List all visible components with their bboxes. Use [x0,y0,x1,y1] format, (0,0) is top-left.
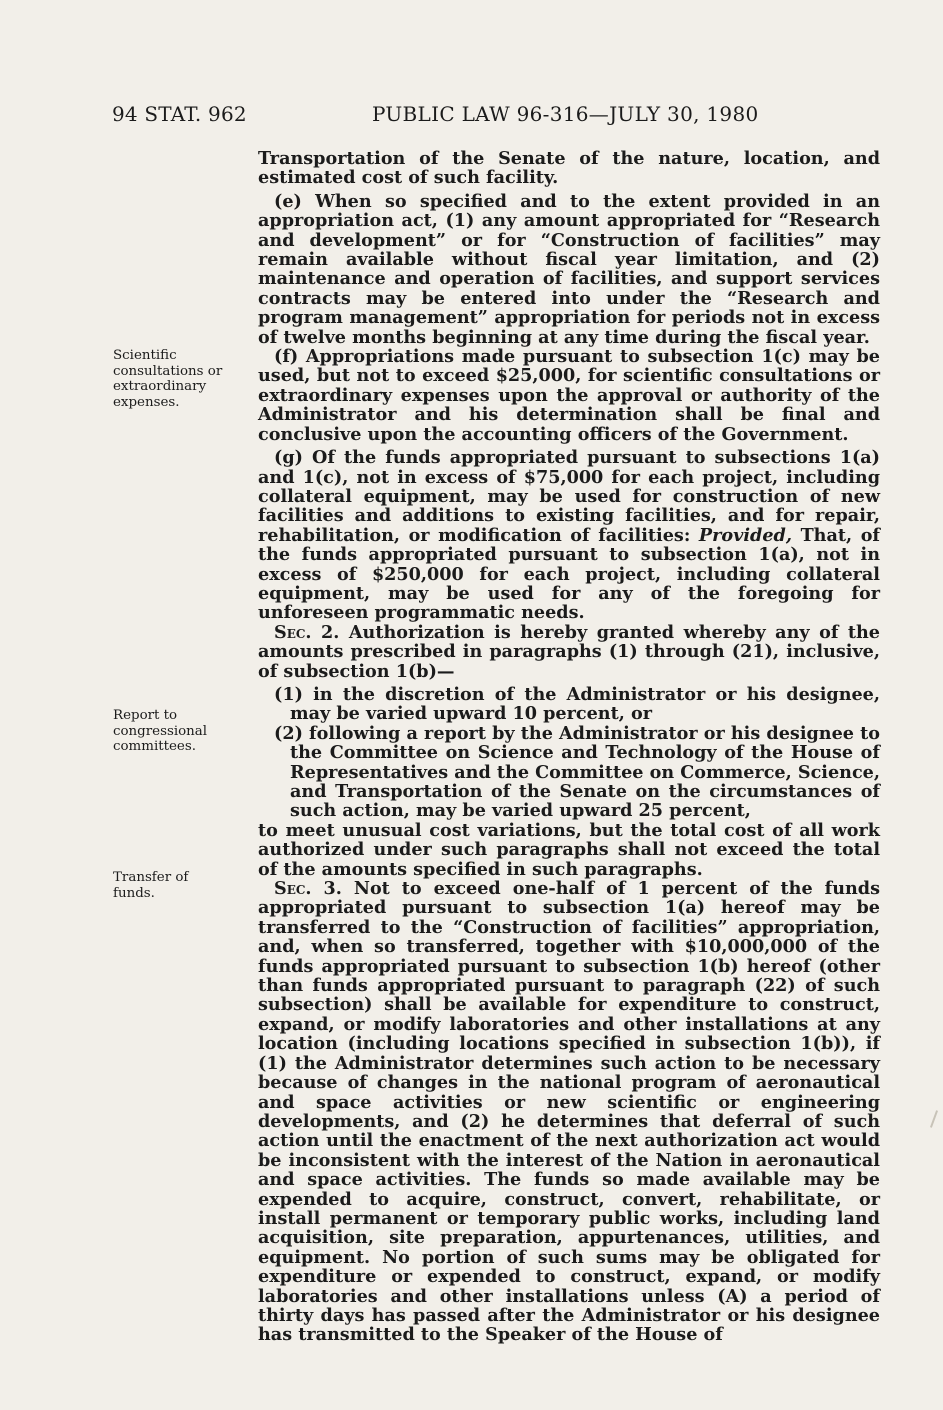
section-2-item-2: (2) following a report by the Administrator or his designee to the Committee on Science and Technology of the House of Representatives and the Committee on Commerce, Science, and Transportation of the Senate on the circumstances of such action, may be varied upward 25 percent, [274,722,880,822]
section-3-text: 3. Not to exceed one-half of 1 percent of the funds appropriated pursuant to subsection 1(a) hereof may be transferred to the “Construction of facilities” appropriation, and, when so transferred, together with $10,000,000 of the funds appropriated pursuant to subsection 1(b) hereof (other than funds appropriated pursuant to paragraph (22) of such subsection) shall be available for expenditure to construct, expand, or modify laboratories and other installations at any location (including locations specified in subsection 1(b)), if (1) the Administrator determines such action to be necessary because of changes in the national program of aeronautical and space activities or new scientific or engineering developments, and (2) he determines that deferral of such action until the enactment of the next authorization act would be inconsistent with the interest of the Nation in aeronautical and space activities. The funds so made available may be expended to acquire, construct, convert, rehabilitate, or install permanent or temporary public works, including land acquisition, site preparation, appurtenances, utilities, and equipment. No portion of such sums may be obligated for expenditure or expended to construct, expand, or modify laboratories and other installations unless (A) a period of thirty days has passed after the Administrator or his designee has transmitted to the Speaker of the House of [258,878,880,1346]
section-2-tail: to meet unusual cost variations, but the total cost of all work authorized under such paragraphs shall not exceed the total of the amounts specified in such paragraphs. [258,819,880,880]
margin-note-line: Transfer of [113,870,189,885]
section-2-text: 2. Authorization is hereby granted whereby any of the amounts prescribed in paragraphs (1) through (21), inclusive, of subsection 1(b)— [258,621,880,682]
paragraph-e: (e) When so specified and to the extent provided in an appropriation act, (1) any amount appropriated for “Research and development” or for “Construction of facilities” may remain available without fiscal year limitation, and (2) maintenance and operation of facilities, and support services contracts may be entered into under the “Research and program management” appropriation for periods not in excess of twelve months beginning at any time during the fiscal year. [258,190,880,348]
page-header [112,102,762,128]
provided-word: Provided, [698,524,792,546]
margin-note-line: extraordinary [113,379,207,395]
margin-note-transfer [113,870,243,901]
paragraph-g-text: That, of the funds appropriated pursuant to subsection 1(a), not in excess of $250,000 for each project, including collateral equipment, may be used for any of the foregoing for unforeseen programmatic needs. [258,524,880,624]
margin-note-line: expenses. [113,394,180,410]
margin-note-line: funds. [113,885,155,901]
margin-note-scientific [113,348,243,410]
margin-note-report [113,708,243,755]
scan-mark [930,1110,938,1128]
section-label: Sec. [274,878,312,900]
running-title: PUBLIC LAW 96-316—JULY 30, 1980 [372,102,759,126]
paragraph-g-text: (g) Of the funds appropriated pursuant to subsections 1(a) and 1(c), not in excess of $75,000 for each project, including collateral equipment, may be used for construction of new facilities and additions to existing facilities, and for repair, rehabilitation, or modification of facilities: [258,447,880,546]
section-3 [258,879,880,1345]
margin-note-line: Scientific [113,348,177,363]
margin-note-line: consultations or [113,363,223,379]
paragraph-g [258,448,880,623]
paragraph-f: (f) Appropriations made pursuant to subsection 1(c) may be used, but not to exceed $25,000, for scientific consultations or extraordinary expenses upon the approval or authority of the Administrator and his determination shall be final and conclusive upon the accounting officers of the Government. [258,346,880,445]
body-text [258,149,880,1345]
section-2 [258,623,880,681]
section-2-item-1: (1) in the discretion of the Administrator or his designee, may be varied upward 10 percent, or [274,683,880,725]
paragraph-continuation: Transportation of the Senate of the nature, location, and estimated cost of such facility. [258,148,880,189]
margin-note-line: committees. [113,739,196,755]
section-label: Sec. [274,621,312,643]
stat-page-number: 94 STAT. 962 [112,102,247,126]
margin-note-line: Report to [113,708,178,723]
margin-note-line: congressional [113,723,208,739]
